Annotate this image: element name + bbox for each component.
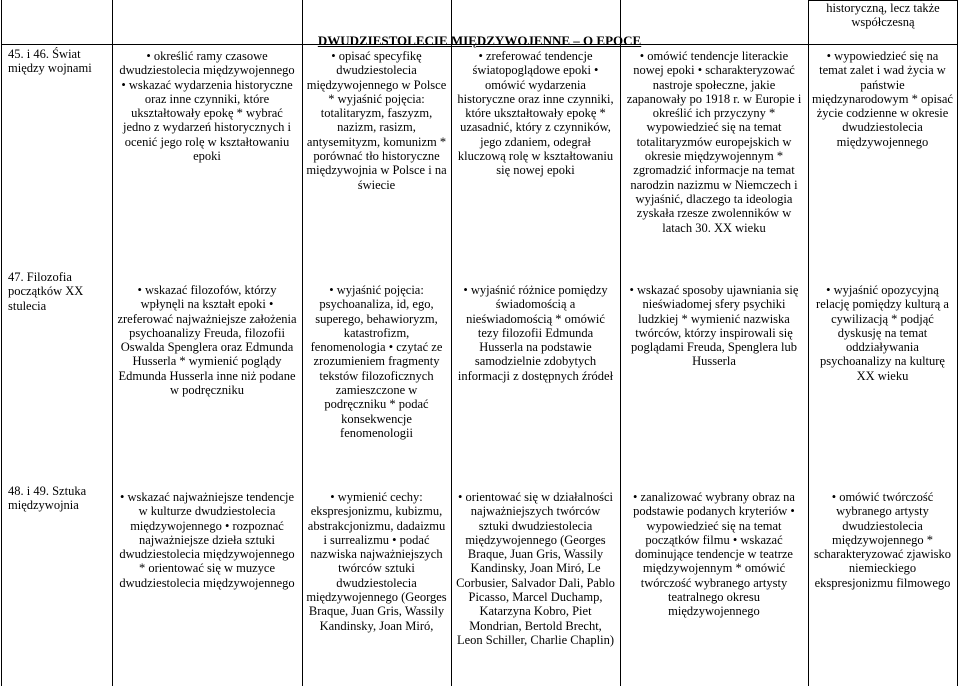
content-cell [620, 283, 808, 369]
requirements-text: • orientować się w działalności najważniejszych twórców sztuki dwudziestolecia międzywojennego (Georges Braque, Juan Gris, Wassily Kandinsky, Joan Miró, Le Corbusier, Salvador Dali, Pablo Picasso, Marcel Duchamp, Katarzyna Kobro, Piet Mondrian, Bertold Brecht, Leon Schiller, Charlie Chaplin) [456, 490, 615, 647]
requirements-text: • opisać specyfikę dwudziestolecia międzywojennego w Polsce * wyjaśnić pojęcia: totalitaryzm, faszyzm, nazizm, rasizm, antysemityzm, komunizm * porównać tło historyczne międzywojnia w Polsce i na świecie [306, 49, 447, 192]
requirements-text: • określić ramy czasowe dwudziestolecia międzywojennego • wskazać wydarzenia historyczne oraz inne czynniki, które ukształtowały epokę * wybrać jedno z wydarzeń historycznych i ocenić jego rolę w kształtowaniu epoki [119, 49, 295, 164]
requirements-text: • omówić tendencje literackie nowej epoki • scharakteryzować nastroje społeczne, jakie zapanowały po 1918 r. w Europie i określić ich przyczyny * wypowiedzieć się na temat totalitaryzmów europejskich w okresie międzywojennym * zgromadzić informacje na temat narodzin nazizmu w Niemczech i wyjaśnić, dlaczego ta ideologia zyskała rzesze zwolenników w latach 30. XX wieku [626, 49, 802, 235]
section-banner: DWUDZIESTOLECIE MIĘDZYWOJENNE – O EPOCE [317, 33, 642, 48]
topic-cell [4, 484, 114, 513]
content-cell [302, 283, 451, 440]
requirements-text: • wymienić cechy: ekspresjonizmu, kubizmu, abstrakcjonizmu, dadaizmu i surrealizmu • podać nazwiska najważniejszych twórców sztuki dwudziestolecia międzywojennego (Georges Braque, Juan Gris, Wassily Kandinsky, Joan Miró, [306, 490, 447, 633]
content-cell [302, 49, 451, 192]
requirements-text: • wyjaśnić opozycyjną relację pomiędzy kulturą a cywilizacją * podjąć dyskusję na temat oddziaływania psychoanalizy na kulturę XX wieku [816, 283, 949, 383]
top-right-note-text: historyczną, lecz także współczesną [826, 1, 940, 30]
topic-label: 48. i 49. Sztuka międzywojnia [8, 484, 87, 513]
content-cell [451, 490, 620, 647]
topic-cell [4, 270, 114, 313]
topic-cell [4, 47, 114, 76]
content-cell [112, 49, 302, 163]
requirements-text: • zanalizować wybrany obraz na podstawie podanych kryteriów • wypowiedzieć się na temat początków filmu • wskazać dominujące tendencje w teatrze międzywojennym * omówić twórczość wybranego artysty teatralnego okresu międzywojennego [633, 490, 795, 619]
content-cell [112, 283, 302, 397]
content-cell [620, 49, 808, 235]
topic-label: 47. Filozofia początków XX stulecia [8, 270, 84, 313]
table-border-right [957, 0, 958, 686]
content-cell [451, 49, 620, 178]
requirements-text: • wypowiedzieć się na temat zalet i wad życia w państwie międzynarodowym * opisać życie codzienne w okresie dwudziestolecia międzywojennego [812, 49, 953, 149]
content-cell [808, 283, 957, 383]
requirements-text: • wskazać sposoby ujawniania się nieświadomej sfery psychiki ludzkiej * wymienić nazwiska twórców, którzy inspirowali się poglądami Freuda, Spenglera lub Husserla [629, 283, 799, 369]
requirements-text: • wskazać filozofów, którzy wpłynęli na kształt epoki • zreferować najważniejsze założenia psychoanalizy Freuda, filozofii Oswalda Spenglera oraz Edmunda Husserla * wymienić poglądy Edmunda Husserla inne niż podane w podręczniku [117, 283, 297, 398]
table-border-left [1, 0, 2, 686]
content-cell [451, 283, 620, 383]
content-cell [112, 490, 302, 590]
requirements-text: • wskazać najważniejsze tendencje w kulturze dwudziestolecia międzywojennego • rozpoznać najważniejsze dzieła sztuki dwudziestolecia międzywojennego * orientować się w muzyce dwudziestolecia międzywojennego [119, 490, 295, 590]
content-cell [620, 490, 808, 619]
requirements-text: • omówić twórczość wybranego artysty dwudziestolecia międzywojennego * scharakteryzować zjawisko niemieckiego ekspresjonizmu filmowego [813, 490, 952, 590]
requirements-text: • wyjaśnić pojęcia: psychoanaliza, id, ego, superego, behawioryzm, katastrofizm, fenomenologia • czytać ze zrozumieniem fragmenty tekstów filozoficznych zamieszczone w podręczniku * podać konsekwencje fenomenologii [310, 283, 443, 440]
content-cell [808, 490, 957, 590]
content-cell [302, 490, 451, 633]
top-right-note [808, 1, 958, 33]
requirements-text: • zreferować tendencje światopoglądowe epoki • omówić wydarzenia historyczne oraz inne czynniki, które ukształtowały epokę * uzasadnić, który z czynników, jego zdaniem, odegrał kluczową rolę w kształtowaniu się nowej epoki [457, 49, 614, 178]
requirements-text: • wyjaśnić różnice pomiędzy świadomością a nieświadomością * omówić tezy filozofii Edmunda Husserla na podstawie samodzielnie zdobytych informacji z dostępnych źródeł [457, 283, 614, 383]
content-cell [808, 49, 957, 149]
topic-label: 45. i 46. Świat między wojnami [8, 47, 92, 76]
